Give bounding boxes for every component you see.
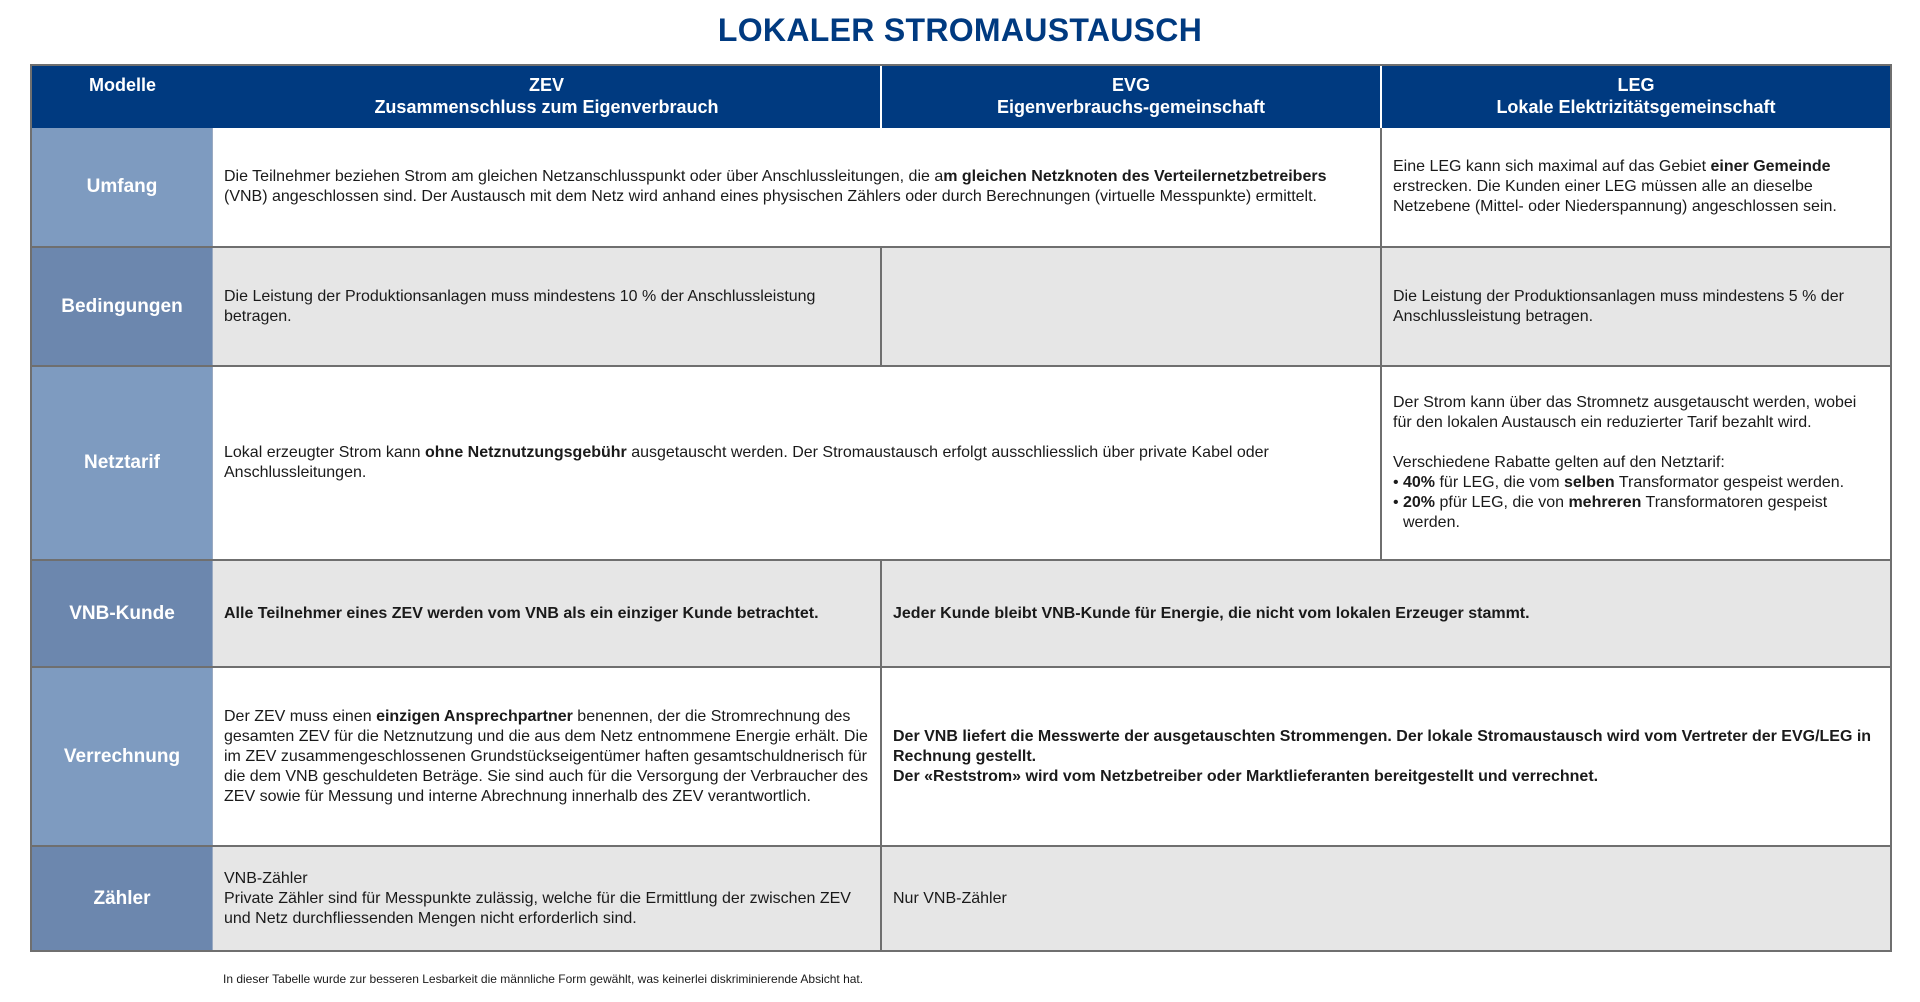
- netztarif-leg-bullet-2: • 20% pfür LEG, die von mehreren Transformatoren gespeist werden.: [1393, 494, 1828, 531]
- verrechnung-evg-leg-cell: [880, 668, 1890, 845]
- header-zev-long: Zusammenschluss zum Eigenverbrauch: [374, 97, 719, 117]
- row-umfang: [32, 128, 1890, 246]
- bullet-dot: •: [1393, 494, 1399, 511]
- footnote: In dieser Tabelle wurde zur besseren Lesbarkeit die männliche Form gewählt, was keinerlei diskriminierende Absicht hat.: [223, 972, 864, 986]
- row-label-vnb-kunde: VNB-Kunde: [32, 561, 213, 666]
- bedingungen-leg-text: Die Leistung der Produktionsanlagen muss mindestens 5 % der Anschlussleistung betragen.: [1393, 287, 1844, 325]
- umfang-zev-evg-cell: [213, 128, 1380, 246]
- zaehler-zev-cell: [213, 847, 880, 950]
- bedingungen-zev-cell: [213, 248, 880, 365]
- zaehler-evg-leg-text: Nur VNB-Zähler: [893, 889, 1007, 907]
- zaehler-zev-line2: Private Zähler sind für Messpunkte zulässig, welche für die Ermittlung der zwischen ZEV und Netz durchfliessenden Mengen nicht erforderlich sind.: [224, 889, 851, 927]
- comparison-table: [30, 64, 1892, 952]
- header-leg-long: Lokale Elektrizitätsgemeinschaft: [1496, 97, 1776, 117]
- header-evg: [880, 66, 1380, 128]
- umfang-leg-text: Eine LEG kann sich maximal auf das Gebiet einer Gemeinde erstrecken. Die Kunden einer LEG müssen alle an dieselbe Netzebene (Mittel- oder Niederspannung) angeschlossen sein.: [1393, 158, 1837, 215]
- netztarif-zev-evg-text: Lokal erzeugter Strom kann ohne Netznutzungsgebühr ausgetauscht werden. Der Stromaustausch erfolgt ausschliesslich über private Kabel oder Anschlussleitungen.: [224, 444, 1269, 481]
- verrechnung-evg-leg-line2: Der «Reststrom» wird vom Netzbetreiber oder Marktlieferanten bereitgestellt und verrechnet.: [893, 767, 1599, 785]
- zaehler-zev-text: [224, 869, 869, 929]
- row-vnb-kunde: [32, 559, 1890, 666]
- row-bedingungen: [32, 246, 1890, 365]
- row-label-netztarif: Netztarif: [32, 367, 213, 559]
- netztarif-leg-bullet-1: • 40% für LEG, die vom selben Transformator gespeist werden.: [1393, 474, 1845, 491]
- bedingungen-zev-text: Die Leistung der Produktionsanlagen muss mindestens 10 % der Anschlussleistung betragen.: [224, 287, 816, 325]
- umfang-zev-evg-text: Die Teilnehmer beziehen Strom am gleichen Netzanschlusspunkt oder über Anschlussleitungen, die am gleichen Netzknoten des Verteilernetzbetreibers (VNB) angeschlossen sind. Der Austausch mit dem Netz wird anhand eines physischen Zählers oder durch Berechnungen (virtuelle Messpunkte) ermittelt.: [224, 168, 1327, 205]
- bedingungen-evg-cell: [880, 248, 1380, 365]
- netztarif-leg-text: [1393, 393, 1879, 533]
- vnb-kunde-evg-leg-text: Jeder Kunde bleibt VNB-Kunde für Energie, die nicht vom lokalen Erzeuger stammt.: [893, 604, 1530, 622]
- netztarif-leg-p2: Verschiedene Rabatte gelten auf den Netztarif:: [1393, 454, 1725, 471]
- table-header-row: [32, 66, 1890, 128]
- bullet-dot: •: [1393, 474, 1399, 491]
- netztarif-zev-evg-cell: [213, 367, 1380, 559]
- page-title: LOKALER STROMAUSTAUSCH: [717, 12, 1203, 48]
- row-label-zaehler: Zähler: [32, 847, 213, 950]
- verrechnung-evg-leg-line1: Der VNB liefert die Messwerte der ausgetauschten Strommengen. Der lokale Stromaustausch wird vom Vertreter der EVG/LEG in Rechnung gestellt.: [893, 727, 1872, 765]
- row-label-verrechnung: Verrechnung: [32, 668, 213, 845]
- header-zev: [213, 66, 880, 128]
- row-verrechnung: [32, 666, 1890, 845]
- vnb-kunde-zev-cell: [213, 561, 880, 666]
- zaehler-zev-line1: VNB-Zähler: [224, 869, 308, 887]
- verrechnung-zev-cell: [213, 668, 880, 845]
- netztarif-leg-cell: [1380, 367, 1890, 559]
- header-leg-short: LEG: [1617, 75, 1655, 95]
- header-evg-short: EVG: [1111, 75, 1150, 95]
- zaehler-evg-leg-cell: [880, 847, 1890, 950]
- row-zaehler: [32, 845, 1890, 950]
- netztarif-leg-p1: Der Strom kann über das Stromnetz ausgetauscht werden, wobei für den lokalen Austausch ein reduzierter Tarif bezahlt wird.: [1393, 394, 1857, 431]
- row-netztarif: [32, 365, 1890, 559]
- row-label-umfang: Umfang: [32, 128, 213, 246]
- header-zev-short: ZEV: [528, 75, 564, 95]
- vnb-kunde-zev-text: Alle Teilnehmer eines ZEV werden vom VNB als ein einziger Kunde betrachtet.: [224, 604, 819, 622]
- vnb-kunde-evg-leg-cell: [880, 561, 1890, 666]
- header-models-label: Modelle: [88, 75, 156, 95]
- verrechnung-evg-leg-text: [893, 727, 1879, 787]
- header-leg: [1380, 66, 1890, 128]
- umfang-leg-cell: [1380, 128, 1890, 246]
- row-label-bedingungen: Bedingungen: [32, 248, 213, 365]
- bedingungen-leg-cell: [1380, 248, 1890, 365]
- header-evg-long: Eigenverbrauchs-gemeinschaft: [996, 97, 1266, 117]
- verrechnung-zev-text: Der ZEV muss einen einzigen Ansprechpartner benennen, der die Stromrechnung des gesamten ZEV für die Netznutzung und die aus dem Netz entnommene Energie erhält. Die im ZEV zusammengeschlossenen Grundstückseigentümer haften gesamtschuldnerisch für die dem VNB geschuldeten Beträge. Sie sind auch für die Versorgung der Verbraucher des ZEV sowie für Messung und interne Abrechnung innerhalb des ZEV verantwortlich.: [224, 707, 868, 805]
- header-models: [32, 66, 213, 128]
